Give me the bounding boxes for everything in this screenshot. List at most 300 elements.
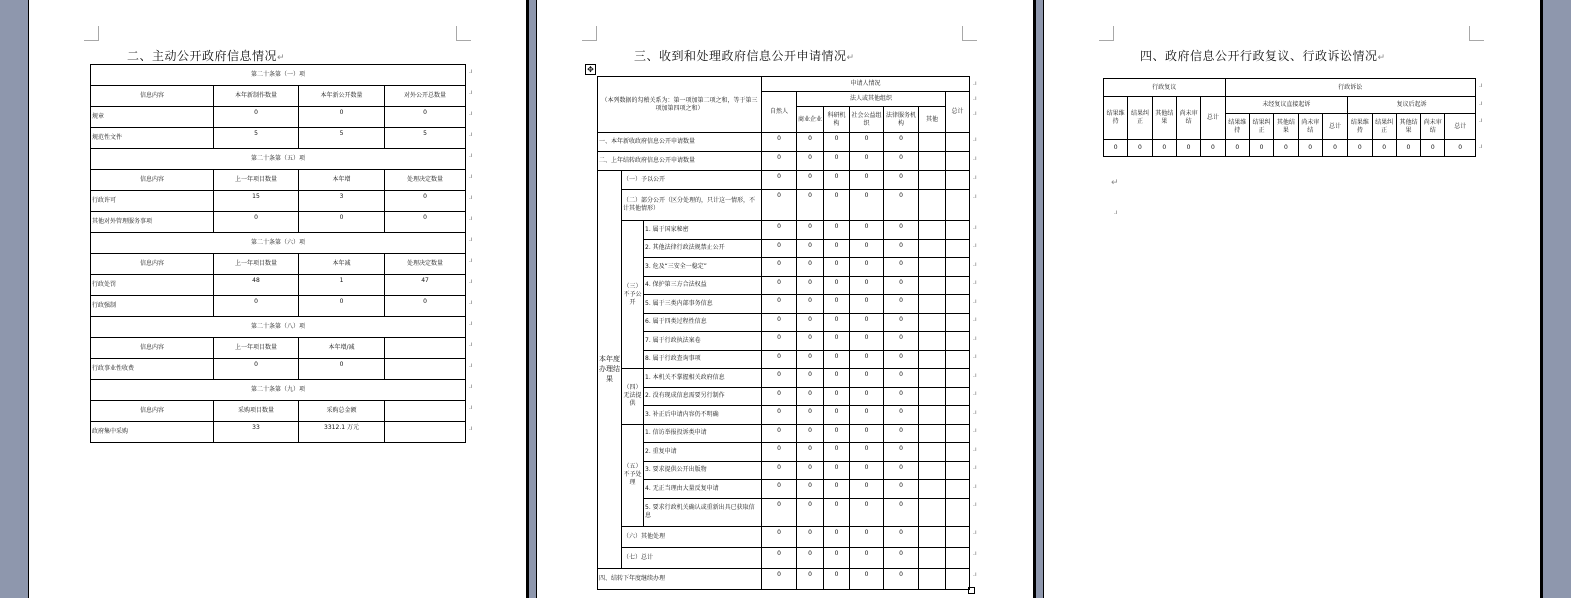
cell-value: 0 — [762, 461, 797, 480]
cell-value: 0 — [1348, 140, 1372, 157]
cell-value: 0 — [762, 152, 797, 171]
cell-value: 0 — [1104, 140, 1128, 157]
cell-value: 0 — [797, 443, 824, 462]
row-end-mark-icon: .ı — [469, 424, 473, 432]
cell-value: 0 — [824, 443, 850, 462]
cell-value: 0 — [824, 171, 850, 190]
column-header-row — [91, 401, 466, 422]
cell-value: 0 — [762, 443, 797, 462]
table-row — [598, 152, 970, 171]
cell-value: 0 — [850, 133, 884, 152]
cell-value: 0 — [824, 313, 850, 332]
cell-value: 0 — [797, 498, 824, 526]
row-end-mark-icon: .ı — [973, 279, 977, 286]
cell-value: 0 — [884, 295, 919, 314]
document-page-3 — [1043, 0, 1540, 598]
column-header — [385, 401, 466, 422]
cell-value: 0 — [1372, 140, 1396, 157]
row-label: 7. 属于行政执法案卷 — [644, 332, 762, 351]
column-header: 科研机构 — [824, 107, 850, 133]
cell-value: 0 — [884, 332, 919, 351]
cell-value: 0 — [884, 258, 919, 277]
row-label: 1. 信访举报投诉类申请 — [644, 424, 762, 443]
row-end-mark-icon: .ı — [973, 154, 977, 162]
cell-value: 0 — [824, 498, 850, 526]
row-end-mark-icon: .ı — [973, 408, 977, 416]
cell-value: 0 — [762, 258, 797, 277]
table-row — [598, 547, 970, 568]
cell-value: 0 — [850, 547, 884, 568]
cell-value: 0 — [884, 461, 919, 480]
cell-value: 0 — [214, 212, 299, 233]
column-header: 上一年项目数量 — [214, 338, 299, 359]
cell-value: 0 — [824, 152, 850, 171]
column-header: 结果纠正 — [1128, 97, 1152, 140]
row-end-mark-icon: .ı — [973, 445, 977, 453]
table-row — [598, 258, 970, 277]
row-end-mark-icon: .ı — [973, 109, 977, 117]
cell-value: 0 — [797, 332, 824, 351]
cell-value — [919, 547, 946, 568]
cell-value: 0 — [385, 212, 466, 233]
column-header: 结果维持 — [1348, 114, 1372, 140]
table-row — [91, 107, 466, 128]
header-after-review: 复议后起诉 — [1348, 97, 1476, 114]
cell-value — [946, 424, 970, 443]
row-label: （七）总计 — [622, 547, 762, 568]
column-header: 本年增/减 — [299, 338, 385, 359]
paragraph-mark-icon: ↵ — [277, 53, 286, 63]
cell-value: 0 — [797, 406, 824, 425]
table-row — [598, 498, 970, 526]
table-row — [598, 133, 970, 152]
cell-value: 5 — [385, 128, 466, 149]
row-end-mark-icon: .ı — [973, 260, 977, 268]
row-end-mark-icon: .ı — [469, 298, 473, 306]
column-header: 其他结果 — [1396, 114, 1420, 140]
row-end-mark-icon: .ı — [469, 151, 473, 159]
cell-value: 0 — [299, 359, 385, 380]
cell-value: 0 — [884, 480, 919, 499]
column-header-row — [91, 86, 466, 107]
margin-corner-mark — [962, 26, 977, 41]
cell-value — [919, 350, 946, 369]
cell-value: 0 — [762, 133, 797, 152]
cell-value — [919, 258, 946, 277]
cell-value: 0 — [884, 526, 919, 547]
row-end-mark-icon: .ı — [469, 130, 473, 138]
cell-value — [919, 480, 946, 499]
table-row — [598, 461, 970, 480]
cell-value — [946, 276, 970, 295]
row-label: （一）予以公开 — [622, 171, 762, 190]
cell-value — [919, 171, 946, 190]
corner-note: （本列数据的勾稽关系为：第一项加第二项之和，等于第三项加第四项之和） — [598, 77, 762, 133]
column-header: 商业企业 — [797, 107, 824, 133]
cell-value: 0 — [1298, 140, 1322, 157]
cell-value — [946, 295, 970, 314]
row-label: 3. 补正后申请内容仍不明确 — [644, 406, 762, 425]
column-header: 总计 — [1322, 114, 1347, 140]
cell-value: 0 — [824, 350, 850, 369]
cell-value: 0 — [884, 133, 919, 152]
cell-value: 0 — [850, 568, 884, 589]
column-header: 结果纠正 — [1249, 114, 1273, 140]
row-end-mark-icon: .ı — [973, 464, 977, 471]
row-end-mark-icon: .ı — [469, 340, 473, 348]
cell-value: 0 — [797, 239, 824, 258]
cell-value — [946, 443, 970, 462]
heading-text: 四、政府信息公开行政复议、行政诉讼情况 — [1140, 49, 1378, 63]
row-end-mark-icon: .ı — [1479, 116, 1483, 124]
section-title: 第二十条第（五）项 — [91, 149, 466, 170]
cell-value: 33 — [214, 422, 299, 443]
cell-value: 0 — [850, 295, 884, 314]
row-label: 一、本年新收政府信息公开申请数量 — [598, 133, 762, 152]
cell-value: 0 — [850, 387, 884, 406]
cell-value — [919, 152, 946, 171]
cell-value: 0 — [385, 107, 466, 128]
cell-value: 0 — [850, 221, 884, 240]
row-end-mark-icon: .ı — [1479, 81, 1483, 89]
table-row — [598, 332, 970, 351]
row-label: 1. 本机关不掌握相关政府信息 — [644, 369, 762, 388]
row-label: 行政强制 — [91, 296, 214, 317]
row-label: 规章 — [91, 107, 214, 128]
cell-value: 0 — [824, 547, 850, 568]
cell-value: 0 — [214, 296, 299, 317]
cell-value: 0 — [762, 568, 797, 589]
cell-value: 0 — [850, 369, 884, 388]
row-label: 二、上年结转政府信息公开申请数量 — [598, 152, 762, 171]
heading-text: 二、主动公开政府信息情况 — [127, 49, 278, 63]
cell-value: 0 — [762, 424, 797, 443]
cell-value: 0 — [762, 350, 797, 369]
column-header: 信息内容 — [91, 338, 214, 359]
cell-value: 0 — [824, 190, 850, 221]
paragraph-mark-icon: ↵ — [1377, 53, 1386, 63]
margin-corner-mark — [456, 26, 471, 41]
row-end-mark-icon: .ı — [973, 192, 977, 200]
row-end-mark-icon: .ı — [973, 353, 977, 360]
row-label: 4. 无正当理由大量反复申请 — [644, 480, 762, 499]
cell-value — [919, 568, 946, 589]
cell-value: 0 — [824, 526, 850, 547]
cell-value — [919, 190, 946, 221]
cell-value — [919, 221, 946, 240]
cell-value: 0 — [214, 107, 299, 128]
header-administrative-litigation: 行政诉讼 — [1225, 79, 1475, 97]
cell-value: 0 — [850, 480, 884, 499]
cell-value — [946, 313, 970, 332]
cell-value — [919, 332, 946, 351]
cell-value: 0 — [850, 152, 884, 171]
row-end-mark-icon: .ı — [469, 256, 473, 264]
active-disclosure-table — [90, 64, 466, 443]
paragraph-mark-icon: ↵ — [1111, 178, 1119, 188]
cell-value: 0 — [762, 369, 797, 388]
column-header: 法律服务机构 — [884, 107, 919, 133]
cell-value: 0 — [884, 221, 919, 240]
cell-value — [919, 443, 946, 462]
row-label: 3. 要求提供公开出版物 — [644, 461, 762, 480]
row-end-mark-icon: .ı — [1479, 142, 1483, 150]
row-end-mark-icon: .ı — [1479, 99, 1483, 107]
cell-end-mark-icon: .ı — [1114, 209, 1118, 216]
cell-value: 0 — [797, 350, 824, 369]
cell-value: 15 — [214, 191, 299, 212]
group-label-results: 本年度办理结果 — [598, 171, 622, 569]
cell-value: 0 — [762, 332, 797, 351]
column-header: 其他 — [919, 107, 946, 133]
cell-value: 0 — [850, 526, 884, 547]
cell-value: 0 — [762, 387, 797, 406]
cell-value: 0 — [884, 152, 919, 171]
cell-value: 0 — [824, 276, 850, 295]
cell-value — [919, 461, 946, 480]
cell-value: 0 — [299, 296, 385, 317]
column-header: 处理决定数量 — [385, 170, 466, 191]
cell-value — [919, 239, 946, 258]
cell-value: 0 — [762, 480, 797, 499]
cell-value: 0 — [1128, 140, 1152, 157]
cell-value: 0 — [850, 239, 884, 258]
table-row — [598, 276, 970, 295]
cell-value — [946, 171, 970, 190]
cell-value: 0 — [797, 424, 824, 443]
table-row — [91, 359, 466, 380]
cell-value: 0 — [850, 461, 884, 480]
row-end-mark-icon: .ı — [973, 173, 977, 181]
row-end-mark-icon: .ı — [973, 316, 977, 323]
column-header: 信息内容 — [91, 254, 214, 275]
cell-value: 1 — [299, 275, 385, 296]
cell-value: 0 — [797, 568, 824, 589]
cell-value — [919, 276, 946, 295]
cell-value: 0 — [884, 387, 919, 406]
cell-value: 0 — [850, 406, 884, 425]
column-header: 尚未审结 — [1421, 114, 1445, 140]
row-end-mark-icon: .ı — [469, 361, 473, 369]
row-end-mark-icon: .ı — [973, 390, 977, 397]
cell-value: 0 — [884, 498, 919, 526]
cell-value: 0 — [797, 133, 824, 152]
group-label: （五）不予处理 — [622, 424, 644, 526]
column-header: 尚未审结 — [1176, 97, 1200, 140]
header-direct-suit: 未经复议直接起诉 — [1225, 97, 1348, 114]
review-litigation-table — [1103, 78, 1476, 157]
table-row — [598, 239, 970, 258]
cell-value: 0 — [1445, 140, 1476, 157]
row-end-mark-icon: .ı — [469, 67, 473, 75]
row-end-mark-icon: .ı — [469, 403, 473, 411]
cell-value: 0 — [850, 190, 884, 221]
cell-value — [919, 424, 946, 443]
table-row — [91, 191, 466, 212]
cell-value — [385, 359, 466, 380]
cell-value — [919, 406, 946, 425]
row-label: 政府集中采购 — [91, 422, 214, 443]
column-header: 上一年项目数量 — [214, 170, 299, 191]
cell-value: 0 — [1152, 140, 1176, 157]
cell-value: 0 — [824, 221, 850, 240]
column-header: 采购总金额 — [299, 401, 385, 422]
cell-value: 0 — [824, 568, 850, 589]
cell-value — [946, 406, 970, 425]
cell-value — [946, 332, 970, 351]
cell-value: 0 — [824, 480, 850, 499]
cell-value: 0 — [1396, 140, 1420, 157]
cell-value — [946, 239, 970, 258]
cell-value: 0 — [797, 295, 824, 314]
table-row — [91, 422, 466, 443]
row-end-mark-icon: .ı — [973, 94, 977, 102]
section-heading — [634, 47, 855, 64]
cell-value: 0 — [762, 190, 797, 221]
cell-value: 47 — [385, 275, 466, 296]
cell-value — [919, 387, 946, 406]
cell-value — [946, 369, 970, 388]
cell-value — [919, 313, 946, 332]
cell-value: 0 — [824, 332, 850, 351]
cell-value: 0 — [1201, 140, 1225, 157]
column-header: 本年新制作数量 — [214, 86, 299, 107]
row-label: （六）其他处理 — [622, 526, 762, 547]
section-title-row — [91, 380, 466, 401]
cell-value: 0 — [884, 171, 919, 190]
table-row — [91, 296, 466, 317]
column-header — [385, 338, 466, 359]
cell-value: 0 — [884, 443, 919, 462]
table-row — [598, 369, 970, 388]
table-row — [91, 275, 466, 296]
cell-value — [919, 526, 946, 547]
row-end-mark-icon: .ı — [973, 482, 977, 490]
row-end-mark-icon: .ı — [469, 214, 473, 222]
cell-value: 0 — [762, 276, 797, 295]
application-handling-table — [597, 76, 970, 590]
cell-value: 0 — [824, 133, 850, 152]
cell-value: 0 — [299, 212, 385, 233]
table-row — [598, 480, 970, 499]
cell-value: 0 — [762, 239, 797, 258]
cell-value — [946, 568, 970, 589]
cell-value — [946, 498, 970, 526]
cell-value — [946, 387, 970, 406]
row-end-mark-icon: .ı — [973, 571, 977, 578]
column-header: 社会公益组织 — [850, 107, 884, 133]
cell-value: 0 — [824, 424, 850, 443]
row-label: 8. 属于行政查询事项 — [644, 350, 762, 369]
cell-value: 0 — [762, 547, 797, 568]
cell-value — [946, 526, 970, 547]
cell-value: 0 — [299, 107, 385, 128]
row-label: 5. 属于三类内部事务信息 — [644, 295, 762, 314]
cell-value: 0 — [850, 443, 884, 462]
cell-value: 0 — [762, 221, 797, 240]
column-header: 本年增 — [299, 170, 385, 191]
header-applicant: 申请人情况 — [762, 77, 970, 92]
table-row — [598, 424, 970, 443]
row-label: 6. 属于四类过程性信息 — [644, 313, 762, 332]
cell-value: 0 — [850, 350, 884, 369]
cell-value: 0 — [884, 369, 919, 388]
cell-value: 0 — [850, 332, 884, 351]
cell-value: 0 — [884, 350, 919, 369]
column-header: 采购项目数量 — [214, 401, 299, 422]
document-page-1 — [28, 0, 526, 598]
cell-value: 0 — [797, 387, 824, 406]
paragraph-mark-icon: ↵ — [846, 53, 855, 63]
cell-value: 0 — [762, 406, 797, 425]
cell-value: 0 — [385, 191, 466, 212]
heading-text: 三、收到和处理政府信息公开申请情况 — [634, 49, 847, 63]
column-header-row — [91, 338, 466, 359]
row-label: 规范性文件 — [91, 128, 214, 149]
row-end-mark-icon: .ı — [469, 235, 473, 243]
cell-value: 0 — [797, 526, 824, 547]
cell-value: 0 — [884, 313, 919, 332]
column-header: 本年减 — [299, 254, 385, 275]
cell-value: 0 — [762, 313, 797, 332]
cell-value: 0 — [884, 568, 919, 589]
row-end-mark-icon: .ı — [973, 79, 977, 87]
cell-value: 0 — [824, 295, 850, 314]
column-header: 结果维持 — [1225, 114, 1249, 140]
row-end-mark-icon: .ı — [469, 319, 473, 327]
document-page-2 — [536, 0, 1033, 598]
row-label: 1. 属于国家秘密 — [644, 221, 762, 240]
row-end-mark-icon: .ı — [973, 223, 977, 231]
cell-value: 0 — [1322, 140, 1347, 157]
row-label: 2. 其他法律行政法规禁止公开 — [644, 239, 762, 258]
column-header: 其他结果 — [1152, 97, 1176, 140]
section-title-row — [91, 233, 466, 254]
table-row — [91, 128, 466, 149]
table-move-handle-icon[interactable]: ✥ — [585, 64, 596, 75]
table-row — [598, 406, 970, 425]
cell-value: 0 — [884, 547, 919, 568]
cell-value — [946, 152, 970, 171]
margin-corner-mark — [84, 26, 99, 41]
section-heading — [1140, 47, 1386, 64]
cell-value: 0 — [797, 221, 824, 240]
cell-value — [946, 190, 970, 221]
table-row — [598, 568, 970, 589]
cell-value: 0 — [797, 369, 824, 388]
cell-value — [946, 133, 970, 152]
row-end-mark-icon: .ı — [973, 334, 977, 342]
column-header: 处理决定数量 — [385, 254, 466, 275]
row-end-mark-icon: .ı — [973, 529, 977, 536]
cell-value: 0 — [1225, 140, 1249, 157]
cell-value: 0 — [884, 406, 919, 425]
group-label: （三）不予公开 — [622, 221, 644, 369]
row-end-mark-icon: .ı — [973, 550, 977, 557]
section-title: 第二十条第（八）项 — [91, 317, 466, 338]
cell-value: 0 — [762, 295, 797, 314]
row-end-mark-icon: .ı — [973, 297, 977, 305]
cell-value: 0 — [850, 276, 884, 295]
cell-value: 0 — [797, 152, 824, 171]
cell-value: 0 — [214, 359, 299, 380]
cell-value: 0 — [762, 498, 797, 526]
column-header: 信息内容 — [91, 170, 214, 191]
cell-value — [946, 461, 970, 480]
column-header: 上一年项目数量 — [214, 254, 299, 275]
row-label: （二）部分公开（区分处理的，只计这一情形，不计其他情形） — [622, 190, 762, 221]
cell-value: 0 — [824, 406, 850, 425]
